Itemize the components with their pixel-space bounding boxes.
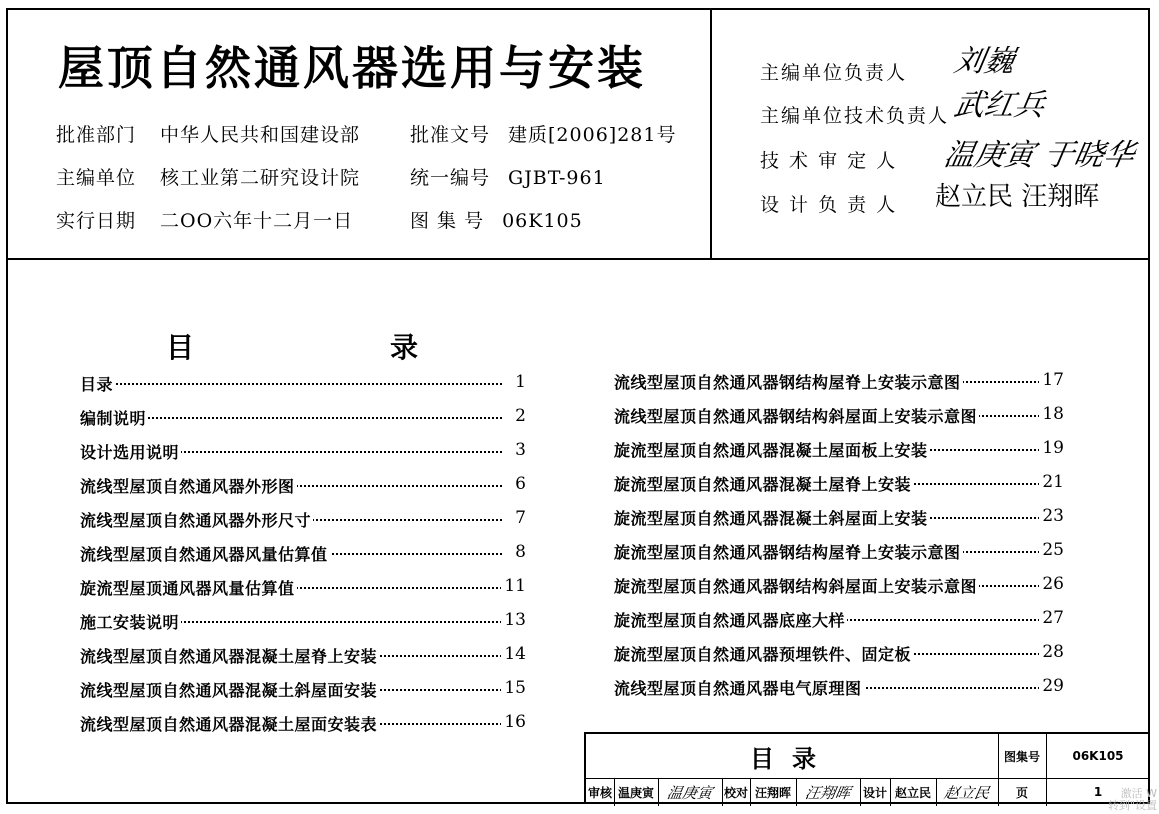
toc-entry[interactable] (80, 572, 526, 606)
toc-entry-title: 旋流型屋顶通风器风量估算值 (80, 576, 297, 599)
review-name: 温庚寅 (617, 785, 654, 800)
toc-entry[interactable] (614, 536, 1064, 570)
watermark-line1: 激活 W (1120, 787, 1157, 800)
chief-tech-head-label: 主编单位技术负责人 (760, 105, 950, 127)
toc-entry-title: 旋流型屋顶自然通风器混凝土斜屋面上安装 (614, 506, 930, 529)
toc-entry-page: 28 (1039, 642, 1064, 662)
toc-entry-page: 21 (1039, 472, 1064, 492)
toc-entry-page: 29 (1039, 676, 1064, 696)
title-block (584, 732, 1150, 804)
toc-entry-page: 13 (501, 610, 526, 630)
toc-entry-page: 18 (1039, 404, 1064, 424)
chief-tech-head-signature: 武红兵 (951, 88, 1048, 123)
toc-entry-title: 流线型屋顶自然通风器风量估算值 (80, 542, 330, 565)
toc-entry-title: 施工安装说明 (80, 610, 181, 633)
toc-entry-page: 27 (1039, 608, 1064, 628)
toc-entry[interactable] (80, 708, 526, 742)
approval-doc-row (410, 120, 676, 147)
design-name: 赵立民 (894, 785, 931, 800)
toc-entry[interactable] (80, 368, 526, 402)
header-divider (6, 258, 1150, 260)
chief-unit-head-signature: 刘巍 (951, 44, 1018, 79)
toc-entry[interactable] (614, 570, 1064, 604)
toc-entry-title: 编制说明 (80, 406, 148, 429)
technical-reviewer-label: 技 术 审 定 人 (760, 150, 898, 172)
effective-date-value: 二OO六年十二月一日 (160, 210, 354, 232)
review-signature: 温庚寅 (665, 783, 714, 802)
toc-entry-page: 15 (501, 678, 526, 698)
unified-no-value: GJBT-961 (508, 167, 606, 189)
toc-entry[interactable] (80, 402, 526, 436)
toc-heading-right: 录 (390, 331, 419, 364)
atlas-no-label-tb: 图集号 (1003, 749, 1040, 764)
toc-entry[interactable] (614, 468, 1064, 502)
design-signature: 赵立民 (942, 783, 991, 802)
toc-entry[interactable] (80, 606, 526, 640)
toc-right-column (614, 366, 1064, 706)
toc-entry-title: 旋流型屋顶自然通风器混凝土屋面板上安装 (614, 438, 930, 461)
toc-entry-title: 目录 (80, 372, 115, 395)
toc-entry-page: 25 (1039, 540, 1064, 560)
toc-entry[interactable] (80, 538, 526, 572)
atlas-no-value-tb: 06K105 (1072, 749, 1124, 763)
toc-entry-page: 19 (1039, 438, 1064, 458)
approval-doc-label: 批准文号 (410, 124, 491, 146)
check-signature: 汪翔晖 (803, 783, 852, 802)
effective-date-label: 实行日期 (56, 210, 137, 232)
check-name: 汪翔晖 (754, 785, 791, 800)
approval-dept-label: 批准部门 (56, 124, 137, 146)
toc-entry-page: 26 (1039, 574, 1064, 594)
page-label: 页 (1015, 785, 1028, 800)
toc-entry-title: 旋流型屋顶自然通风器预埋铁件、固定板 (614, 642, 913, 665)
watermark-line2: 转到"设置 (1107, 799, 1157, 812)
atlas-no-label: 图 集 号 (410, 210, 485, 232)
approval-dept-value: 中华人民共和国建设部 (160, 124, 361, 146)
toc-entry-page: 3 (512, 440, 526, 460)
toc-entry-title: 流线型屋顶自然通风器外形尺寸 (80, 508, 313, 531)
page-value: 1 (1093, 785, 1103, 799)
sheet-title: 目录 (750, 744, 834, 773)
toc-entry[interactable] (614, 434, 1064, 468)
toc-entry[interactable] (614, 604, 1064, 638)
unified-no-label: 统一编号 (410, 167, 491, 189)
toc-entry-page: 8 (512, 542, 526, 562)
design-head-signature: 赵立民 汪翔晖 (935, 182, 1100, 212)
toc-left-column (80, 368, 526, 742)
toc-entry-title: 流线型屋顶自然通风器混凝土斜屋面安装 (80, 678, 379, 701)
toc-entry[interactable] (80, 674, 526, 708)
approval-doc-value: 建质[2006]281号 (508, 124, 677, 146)
chief-unit-head-label: 主编单位负责人 (760, 62, 908, 84)
approval-dept-row (56, 120, 360, 147)
toc-entry-title: 旋流型屋顶自然通风器底座大样 (614, 608, 847, 631)
toc-leader-dots (80, 383, 502, 385)
technical-reviewer-signature: 温庚寅 于晓华 (941, 138, 1138, 173)
toc-entry-page: 23 (1039, 506, 1064, 526)
toc-entry-page: 17 (1039, 370, 1064, 390)
editor-unit-value: 核工业第二研究设计院 (160, 167, 361, 189)
toc-entry-page: 14 (501, 644, 526, 664)
toc-entry-title: 流线型屋顶自然通风器混凝土屋面安装表 (80, 712, 379, 735)
toc-entry[interactable] (614, 366, 1064, 400)
toc-entry-page: 16 (501, 712, 526, 732)
activation-watermark (1108, 788, 1157, 812)
toc-entry[interactable] (80, 640, 526, 674)
atlas-no-row (410, 206, 583, 233)
check-label: 校对 (723, 785, 748, 800)
toc-entry[interactable] (614, 672, 1064, 706)
toc-entry-title: 流线型屋顶自然通风器混凝土屋脊上安装 (80, 644, 379, 667)
toc-entry-page: 11 (501, 576, 526, 596)
header-vertical-divider (710, 8, 712, 258)
review-label: 审核 (587, 785, 612, 800)
design-label: 设计 (862, 785, 887, 800)
effective-date-row (56, 206, 353, 233)
editor-unit-row (56, 163, 360, 190)
document-title: 屋顶自然通风器选用与安装 (58, 41, 646, 95)
toc-entry-title: 旋流型屋顶自然通风器混凝土屋脊上安装 (614, 472, 913, 495)
toc-entry-page: 1 (512, 372, 526, 392)
toc-entry[interactable] (80, 470, 526, 504)
editor-unit-label: 主编单位 (56, 167, 137, 189)
toc-entry[interactable] (80, 504, 526, 538)
toc-entry-title: 流线型屋顶自然通风器钢结构屋脊上安装示意图 (614, 370, 963, 393)
toc-entry[interactable] (614, 502, 1064, 536)
toc-entry-title: 设计选用说明 (80, 440, 181, 463)
toc-entry-page: 2 (512, 406, 526, 426)
toc-entry-page: 7 (512, 508, 526, 528)
atlas-no-value: 06K105 (502, 210, 583, 232)
toc-entry-title: 旋流型屋顶自然通风器钢结构屋脊上安装示意图 (614, 540, 963, 563)
toc-heading-left: 目 (166, 331, 195, 364)
toc-entry[interactable] (614, 400, 1064, 434)
toc-entry-page: 6 (512, 474, 526, 494)
toc-entry-title: 流线型屋顶自然通风器外形图 (80, 474, 297, 497)
toc-entry-title: 流线型屋顶自然通风器电气原理图 (614, 676, 864, 699)
toc-entry-title: 旋流型屋顶自然通风器钢结构斜屋面上安装示意图 (614, 574, 979, 597)
design-head-label: 设 计 负 责 人 (760, 194, 898, 216)
toc-entry-title: 流线型屋顶自然通风器钢结构斜屋面上安装示意图 (614, 404, 979, 427)
unified-no-row (410, 163, 606, 190)
toc-entry[interactable] (614, 638, 1064, 672)
toc-entry[interactable] (80, 436, 526, 470)
